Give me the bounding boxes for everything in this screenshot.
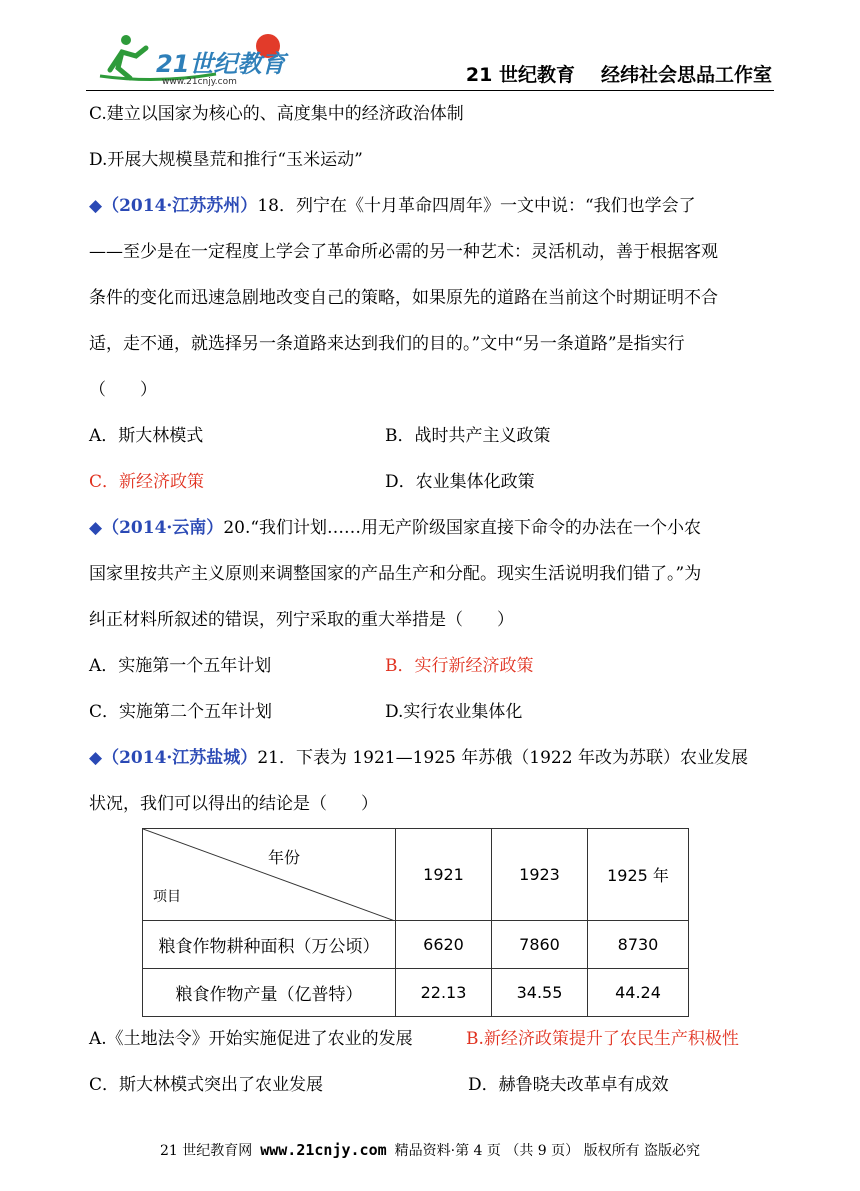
diagonal-line [143, 829, 395, 921]
footer-page-info: 精品资料·第 4 页 （共 9 页） 版权所有 盗版必究 [394, 1143, 701, 1159]
table-row [143, 921, 689, 969]
year-header: 1925 年 [588, 829, 689, 921]
diamond-icon: ◆ [89, 748, 103, 768]
footer-site-link[interactable]: www.21cnjy.com [260, 1141, 387, 1159]
q18-stem-line3: 条件的变化而迅速急剧地改变自己的策略，如果原先的道路在当前这个时期证明不合 [89, 288, 718, 308]
table-cell: 6620 [396, 921, 492, 969]
diamond-icon: ◆ [89, 518, 103, 538]
q21-option-d: D．赫鲁晓夫改革卓有成效 [468, 1075, 669, 1095]
agriculture-table [142, 828, 689, 1017]
q20-option-a: A．实施第一个五年计划 [89, 656, 272, 676]
svg-text:www.21cnjy.com: www.21cnjy.com [162, 77, 237, 86]
q18-stem-line5: （ ） [89, 380, 157, 400]
q18-text: 18．列宁在《十月革命四周年》一文中说：“我们也学会了 [257, 196, 696, 216]
q21-stem-line2: 状况，我们可以得出的结论是（ ） [89, 794, 378, 814]
q21-option-c: C．斯大林模式突出了农业发展 [89, 1075, 324, 1095]
header-title [466, 60, 772, 87]
svg-text:21世纪教育: 21世纪教育 [156, 50, 286, 78]
header-divider [86, 90, 774, 91]
table-cell: 44.24 [588, 969, 689, 1017]
q20-source: （2014·云南） [102, 518, 224, 538]
header-right-title: 经纬社会思品工作室 [600, 64, 772, 86]
q20-stem-line3: 纠正材料所叙述的错误，列宁采取的重大举措是（ ） [89, 610, 514, 630]
diamond-icon: ◆ [89, 196, 103, 216]
q18-option-d: D．农业集体化政策 [385, 472, 535, 492]
table-cell: 34.55 [492, 969, 588, 1017]
table-cell: 8730 [588, 921, 689, 969]
q20-option-d: D.实行农业集体化 [385, 702, 523, 722]
page-footer [0, 1140, 860, 1160]
q21-option-b-answer: B.新经济政策提升了农民生产积极性 [466, 1029, 739, 1049]
q20-option-c: C．实施第二个五年计划 [89, 702, 273, 722]
row-label: 粮食作物耕种面积（万公顷） [143, 921, 396, 969]
q18-stem-line2: ——至少是在一定程度上学会了革命所必需的另一种艺术：灵活机动，善于根据客观 [89, 242, 718, 262]
table-cell: 22.13 [396, 969, 492, 1017]
q20-stem-line2: 国家里按共产主义原则来调整国家的产品生产和分配。现实生活说明我们错了。”为 [89, 564, 702, 584]
table-cell: 7860 [492, 921, 588, 969]
q18-option-b: B．战时共产主义政策 [385, 426, 551, 446]
q18-option-c-answer: C．新经济政策 [89, 472, 205, 492]
year-header: 1921 [396, 829, 492, 921]
q18-option-a: A．斯大林模式 [89, 426, 204, 446]
footer-org: 21 世纪教育网 [159, 1143, 253, 1159]
header-left-title: 21 世纪教育 [465, 64, 575, 86]
q18-stem-line1 [89, 194, 696, 218]
q20-option-b-answer: B．实行新经济政策 [385, 656, 534, 676]
option-d-prev: D.开展大规模垦荒和推行“玉米运动” [89, 150, 363, 170]
q21-text: 21．下表为 1921—1925 年苏俄（1922 年改为苏联）农业发展 [257, 748, 748, 768]
table-row [143, 969, 689, 1017]
q18-stem-line4: 适，走不通，就选择另一条道路来达到我们的目的。”文中“另一条道路”是指实行 [89, 334, 685, 354]
table-header-row [143, 829, 689, 921]
row-label: 粮食作物产量（亿普特） [143, 969, 396, 1017]
q18-source: （2014·江苏苏州） [102, 196, 258, 216]
corner-year-label: 年份 [267, 848, 300, 867]
corner-item-label: 项目 [153, 889, 181, 905]
site-logo [96, 26, 296, 86]
year-header: 1923 [492, 829, 588, 921]
q20-stem-line1 [89, 516, 701, 540]
q21-source: （2014·江苏盐城） [102, 748, 258, 768]
table-corner-cell [143, 829, 396, 921]
q20-text: 20.“我们计划……用无产阶级国家直接下命令的办法在一个小农 [223, 518, 702, 538]
q21-option-a: A.《土地法令》开始实施促进了农业的发展 [89, 1029, 413, 1049]
option-c-prev: C.建立以国家为核心的、高度集中的经济政治体制 [89, 104, 464, 124]
q21-stem-line1 [89, 746, 748, 770]
